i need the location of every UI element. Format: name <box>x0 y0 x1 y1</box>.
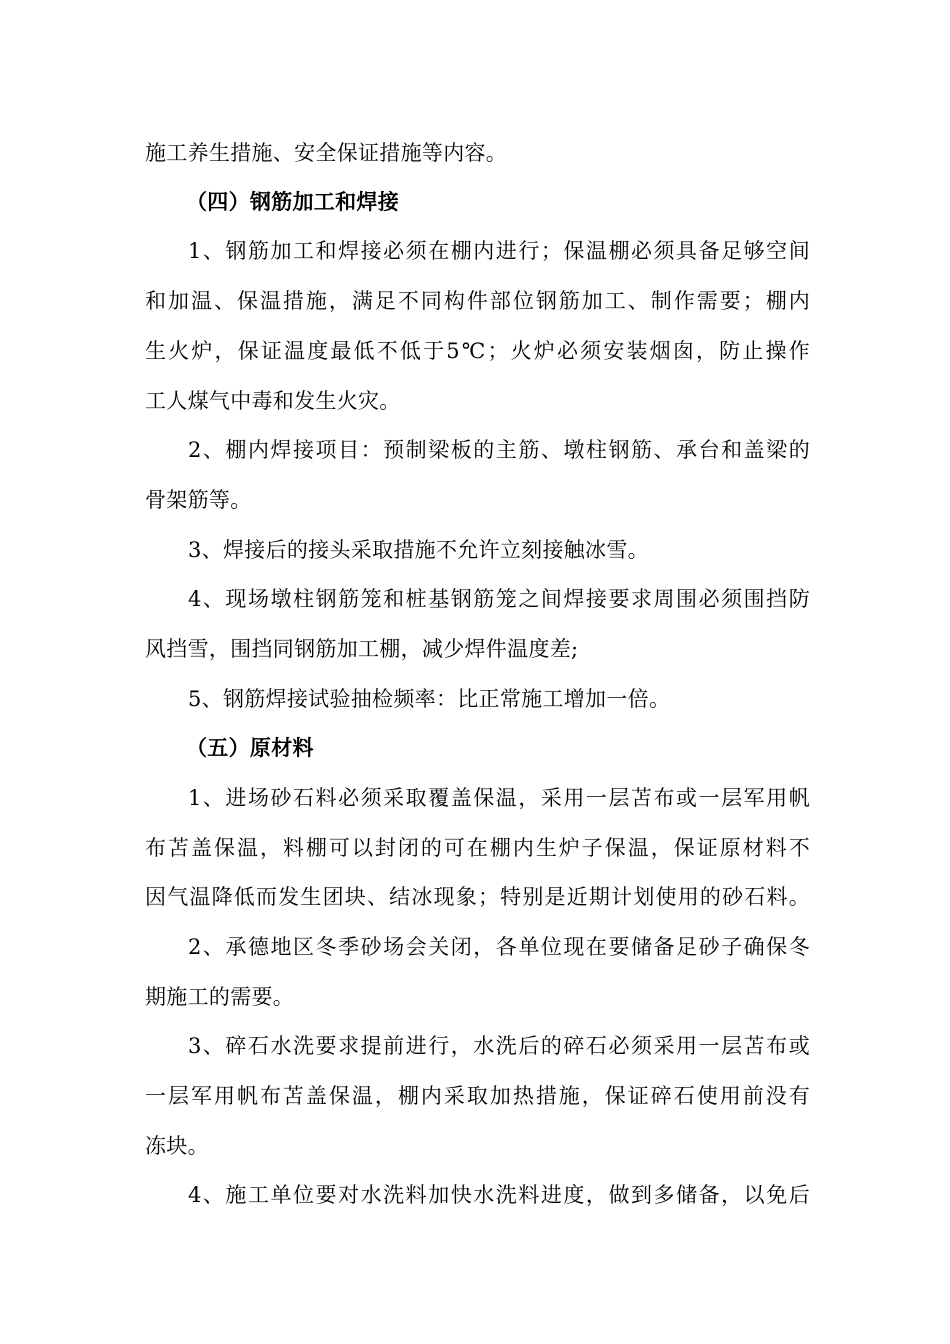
paragraph-line: 因气温降低而发生团块、结冰现象；特别是近期计划使用的砂石料。 <box>145 885 810 909</box>
paragraph-line: 1、钢筋加工和焊接必须在棚内进行；保温棚必须具备足够空间 <box>188 239 810 263</box>
section-heading-5: （五）原材料 <box>186 736 314 760</box>
section-heading-4: （四）钢筋加工和焊接 <box>186 190 399 214</box>
paragraph-line: 冻块。 <box>145 1134 209 1158</box>
paragraph-line: 4、施工单位要对水洗料加快水洗料进度，做到多储备，以免后 <box>188 1183 810 1207</box>
paragraph-line: 1、进场砂石料必须采取覆盖保温，采用一层苫布或一层军用帆 <box>188 786 810 810</box>
paragraph-line: 5、钢筋焊接试验抽检频率：比正常施工增加一倍。 <box>188 687 671 711</box>
paragraph-line: 3、焊接后的接头采取措施不允许立刻接触冰雪。 <box>188 538 649 562</box>
paragraph-line: 一层军用帆布苫盖保温，棚内采取加热措施，保证碎石使用前没有 <box>145 1084 810 1108</box>
paragraph-line: 骨架筋等。 <box>145 488 252 512</box>
paragraph-line: 布苫盖保温，料棚可以封闭的可在棚内生炉子保温，保证原材料不 <box>145 836 810 860</box>
paragraph-line: 施工养生措施、安全保证措施等内容。 <box>145 141 508 165</box>
paragraph-line: 3、碎石水洗要求提前进行，水洗后的碎石必须采用一层苫布或 <box>188 1034 810 1058</box>
paragraph-line: 风挡雪，围挡同钢筋加工棚，减少焊件温度差; <box>145 637 579 661</box>
paragraph-line: 2、承德地区冬季砂场会关闭，各单位现在要储备足砂子确保冬 <box>188 935 810 959</box>
paragraph-line: 工人煤气中毒和发生火灾。 <box>145 389 401 413</box>
paragraph-line: 2、棚内焊接项目：预制梁板的主筋、墩柱钢筋、承台和盖梁的 <box>188 438 810 462</box>
paragraph-line: 期施工的需要。 <box>145 985 295 1009</box>
paragraph-line: 4、现场墩柱钢筋笼和桩基钢筋笼之间焊接要求周围必须围挡防 <box>188 587 810 611</box>
paragraph-line: 和加温、保温措施，满足不同构件部位钢筋加工、制作需要；棚内 <box>145 289 810 313</box>
paragraph-line: 生火炉，保证温度最低不低于5℃；火炉必须安装烟囱，防止操作 <box>145 339 810 363</box>
